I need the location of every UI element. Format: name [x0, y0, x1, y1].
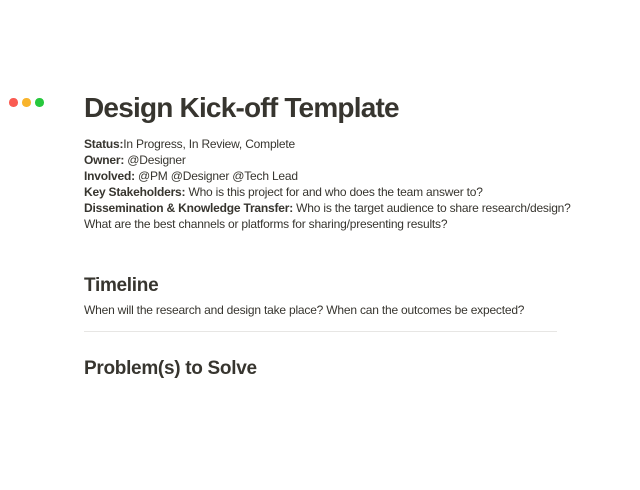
property-row-status[interactable]: [84, 136, 640, 152]
property-row-dissemination-cont[interactable]: [84, 216, 640, 232]
page-properties: [84, 136, 640, 232]
maximize-button[interactable]: [35, 98, 44, 107]
property-value: @Designer: [124, 153, 186, 167]
close-button[interactable]: [9, 98, 18, 107]
property-value: Who is the target audience to share research/design?: [293, 201, 571, 215]
property-value: @PM @Designer @Tech Lead: [134, 169, 298, 183]
property-label: Owner:: [84, 153, 125, 167]
window-controls: [9, 98, 44, 107]
minimize-button[interactable]: [22, 98, 31, 107]
property-row-dissemination[interactable]: [84, 200, 640, 216]
property-row-involved[interactable]: [84, 168, 640, 184]
property-label: Dissemination & Knowledge Transfer:: [84, 201, 294, 215]
property-label: Key Stakeholders:: [84, 185, 186, 199]
document-page: [84, 90, 640, 382]
timeline-section-body[interactable]: When will the research and design take place? When can the outcomes be expected?: [84, 303, 525, 317]
property-value: Who is this project for and who does the team answer to?: [185, 185, 483, 199]
property-label: Involved:: [84, 169, 135, 183]
section-heading-problems[interactable]: Problem(s) to Solve: [84, 358, 257, 379]
property-label: Status:: [84, 137, 124, 151]
property-row-owner[interactable]: [84, 152, 640, 168]
page-title[interactable]: Design Kick-off Template: [84, 92, 399, 123]
section-heading-timeline[interactable]: Timeline: [84, 275, 159, 296]
divider: [84, 331, 557, 332]
property-value: In Progress, In Review, Complete: [123, 137, 295, 151]
property-value: What are the best channels or platforms for sharing/presenting results?: [84, 217, 448, 231]
property-row-stakeholders[interactable]: [84, 184, 640, 200]
